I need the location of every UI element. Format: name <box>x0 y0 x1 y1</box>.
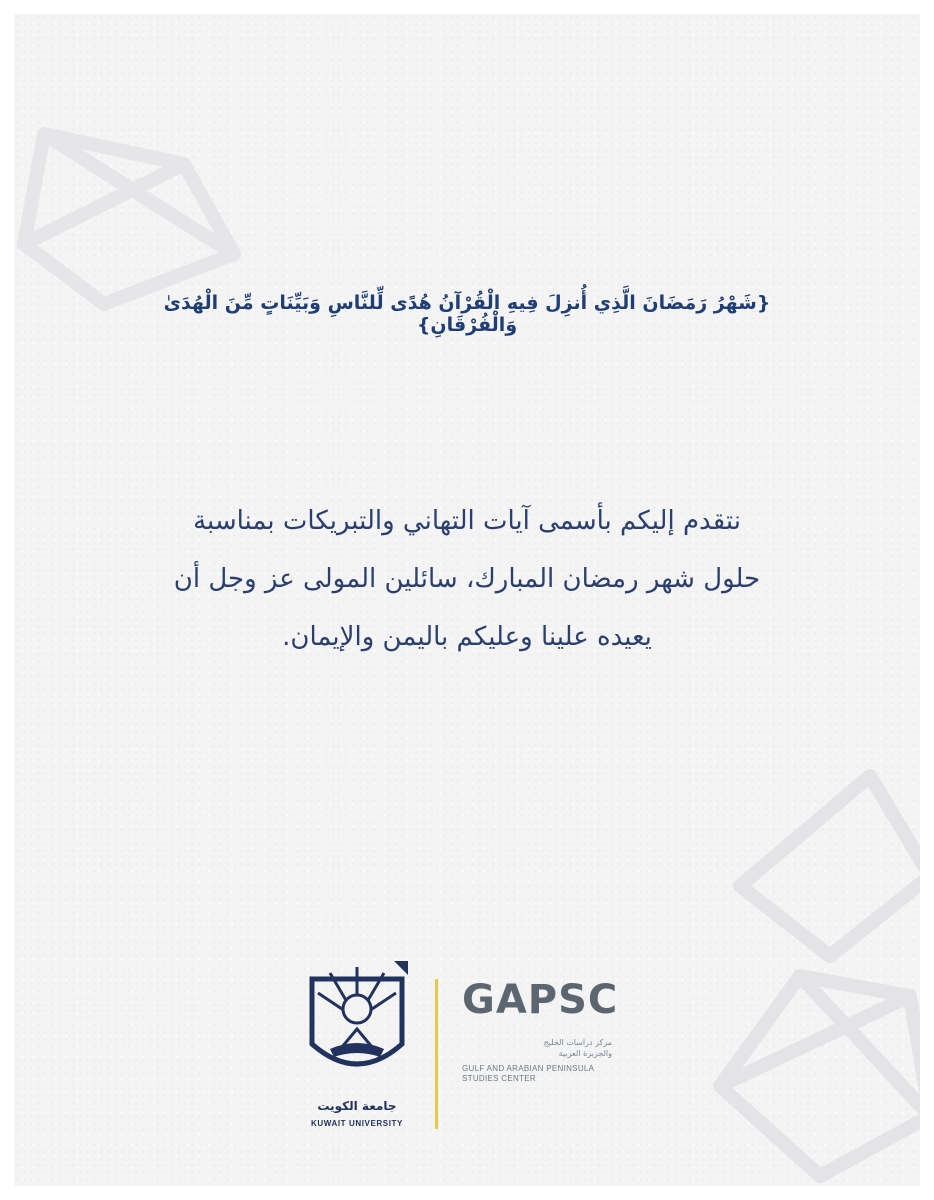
logos-footer <box>294 959 654 1134</box>
gapsc-name-en-line: GULF AND ARABIAN PENINSULA <box>462 1064 595 1073</box>
geometric-pattern-decoration <box>680 756 920 1186</box>
greeting-message <box>134 492 800 666</box>
gapsc-acronym: GAPSC <box>462 977 619 1023</box>
quran-verse: {شَهْرُ رَمَضَانَ الَّذِي أُنزِلَ فِيهِ الْقُرْآنُ هُدًى لِّلنَّاسِ وَبَيِّنَاتٍ مِّنَ الْهُدَىٰ وَالْفُرْقَانِ} <box>163 292 771 336</box>
greeting-card <box>14 14 920 1186</box>
gapsc-name-ar <box>462 1037 612 1059</box>
gapsc-name-en <box>462 1064 632 1084</box>
gapsc-name-ar-line: والجزيرة العربية <box>558 1049 612 1058</box>
logo-divider <box>435 979 438 1129</box>
greeting-line: نتقدم إليكم بأسمى آيات التهاني والتبريكات بمناسبة <box>193 506 741 536</box>
kuwait-university-name-ar: جامعة الكويت <box>317 1099 397 1113</box>
greeting-line: حلول شهر رمضان المبارك، سائلين المولى عز وجل أن <box>173 564 761 594</box>
gapsc-name-en-line: STUDIES CENTER <box>462 1074 536 1083</box>
greeting-line: يعيده علينا وعليكم باليمن والإيمان. <box>282 622 652 652</box>
kuwait-university-emblem-icon <box>302 959 412 1089</box>
gapsc-name-ar-line: مركز دراسات الخليج <box>543 1038 612 1047</box>
kuwait-university-name-en: KUWAIT UNIVERSITY <box>311 1119 403 1128</box>
